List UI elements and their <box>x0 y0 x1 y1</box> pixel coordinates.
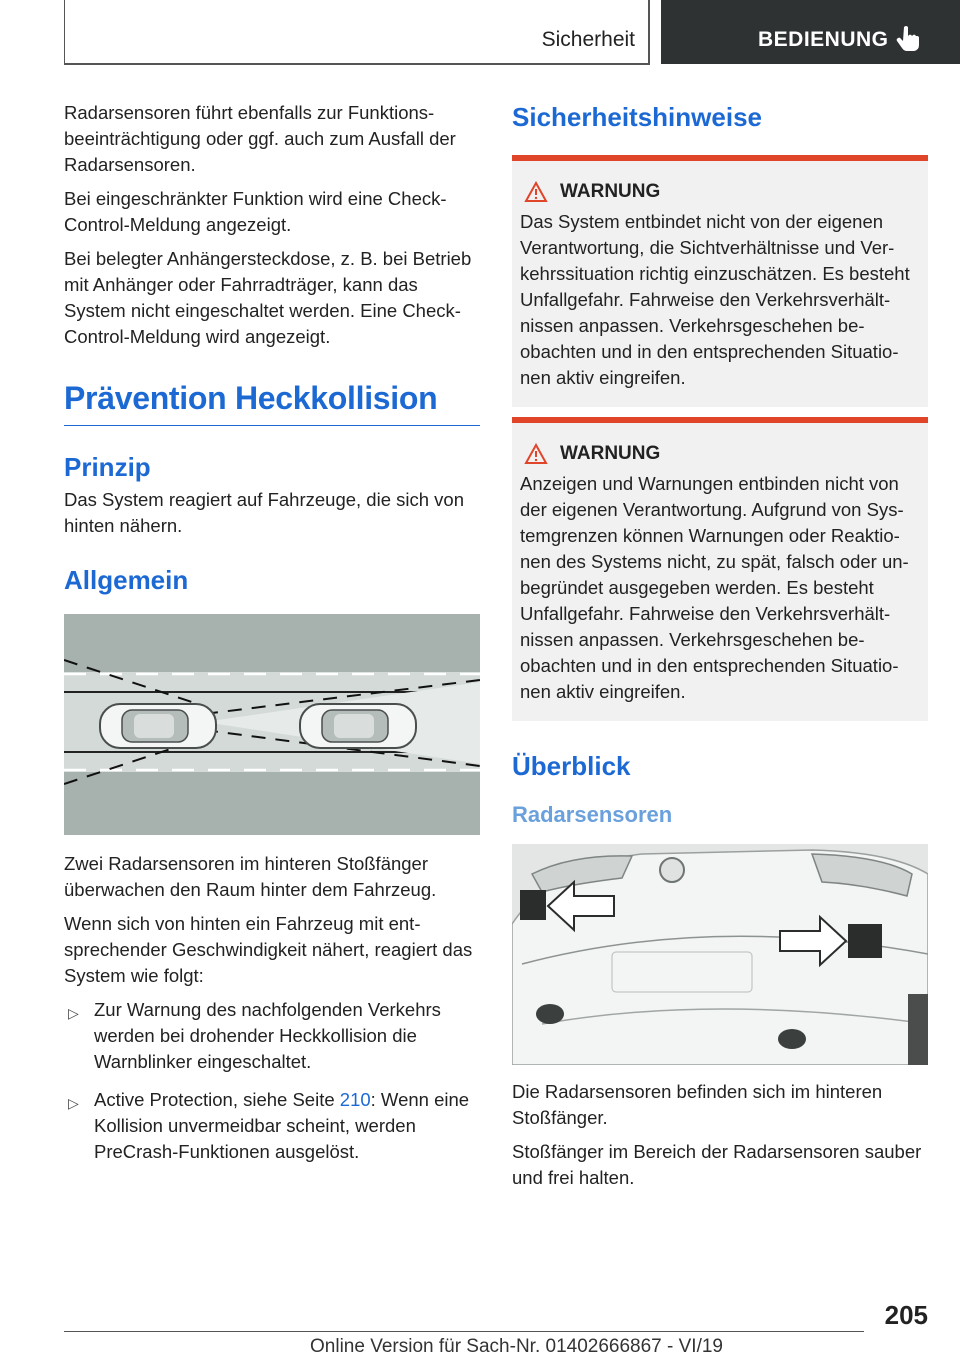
pointing-hand-icon <box>894 24 924 54</box>
warning-triangle-icon <box>524 443 548 465</box>
footer-rule <box>64 1331 864 1332</box>
warning-triangle-icon <box>524 181 548 203</box>
radar-paragraph-1: Die Radarsensoren befinden sich im hinteren Stoßfänger. <box>512 1081 883 1128</box>
list-item <box>64 1087 480 1165</box>
list-item-text-after: : Wenn eine Kollision unvermeidbar scheint, werden PreCrash-Funktionen ausgelöst. <box>94 1089 470 1162</box>
following-car-icon <box>100 704 216 748</box>
allgemein-heading: Allgemein <box>64 565 189 595</box>
triangle-bullet-icon: ▷ <box>68 1005 79 1021</box>
prinzip-heading: Prinzip <box>64 452 151 482</box>
sensor-paragraph-1: Zwei Radarsensoren im hinteren Stoßfänger überwachen den Raum hinter dem Fahrzeug. <box>64 853 437 900</box>
intro-paragraph-3: Bei belegter Anhängersteckdose, z. B. bei Betrieb mit Anhänger oder Fahrradträger, kann das System nicht eingeschaltet werden. Eine Check-Control-Meldung wird angezeigt. <box>64 248 472 347</box>
intro-paragraph-2: Bei eingeschränkter Funktion wird eine Check-Control-Meldung angezeigt. <box>64 188 447 235</box>
overview-heading: Überblick <box>512 751 631 781</box>
list-item <box>64 997 480 1075</box>
bumper-diagram <box>512 844 928 1065</box>
rear-collision-illustration <box>64 614 480 835</box>
left-column <box>64 100 480 1177</box>
warning-label: WARNUNG <box>560 443 661 464</box>
prinzip-text: Das System reagiert auf Fahrzeuge, die sich von hinten nähern. <box>64 489 464 536</box>
radar-paragraph-2: Stoßfänger im Bereich der Radarsensoren sauber und frei halten. <box>512 1141 922 1188</box>
intro-paragraph-1: Radarsensoren führt ebenfalls zur Funktionsbeeinträchtigung oder ggf. auch zum Ausfall der Radarsensoren. <box>64 102 456 175</box>
sensor-paragraph-2: Wenn sich von hinten ein Fahrzeug mit entsprechender Geschwindigkeit nähert, reagiert das System wie folgt: <box>64 913 473 986</box>
road-diagram <box>64 614 480 835</box>
header-chapter-label: BEDIENUNG <box>758 28 889 51</box>
footer-online-version: Online Version für Sach-Nr. 01402666867 - VI/19 <box>310 1336 723 1357</box>
radar-heading: Radarsensoren <box>512 802 673 827</box>
header-bottom-rule <box>64 63 650 65</box>
own-car-icon <box>300 704 416 748</box>
reaction-list <box>64 997 480 1165</box>
header-separator <box>648 0 650 64</box>
warning-box-1 <box>512 155 928 407</box>
right-column <box>512 102 928 1199</box>
triangle-bullet-icon: ▷ <box>68 1095 79 1111</box>
warning-box-2 <box>512 417 928 721</box>
warning-label: WARNUNG <box>560 181 661 202</box>
safety-heading: Sicherheitshinweise <box>512 102 762 132</box>
header-left-rule <box>64 0 65 64</box>
page-reference-link[interactable]: 210 <box>339 1089 371 1110</box>
header-section-tab[interactable]: Sicherheit <box>541 28 635 51</box>
warning-text: Das System entbindet nicht von der eigenen Verantwortung, die Sichtverhältnisse und Verkehrssituation richtig einzuschätzen. Es besteht Unfallgefahr. Fahrweise den Verkehrsverhältnissen anpassen. Verkehrsgeschehen beobachten und in den entsprechenden Situationen aktiv eingreifen. <box>520 211 910 388</box>
rear-bumper-illustration <box>512 844 928 1065</box>
chapter-title: Prävention Heckkollision <box>64 380 480 426</box>
page-number: 205 <box>884 1300 928 1330</box>
warning-text: Anzeigen und Warnungen entbinden nicht von der eigenen Verantwortung. Aufgrund von Systemgrenzen können Warnungen oder Reaktionen des Systems nicht, zu spät, falsch oder unbegründet ausgegeben werden. Es besteht Unfallgefahr. Fahrweise den Verkehrsverhältnissen anpassen. Verkehrsgeschehen beobachten und in den entsprechenden Situationen aktiv eingreifen. <box>520 473 909 702</box>
list-item-text: Zur Warnung des nachfolgenden Verkehrs werden bei drohender Heckkollision die Warnblinker eingeschaltet. <box>94 999 441 1072</box>
list-item-text-before: Active Protection, siehe Seite <box>94 1089 340 1110</box>
